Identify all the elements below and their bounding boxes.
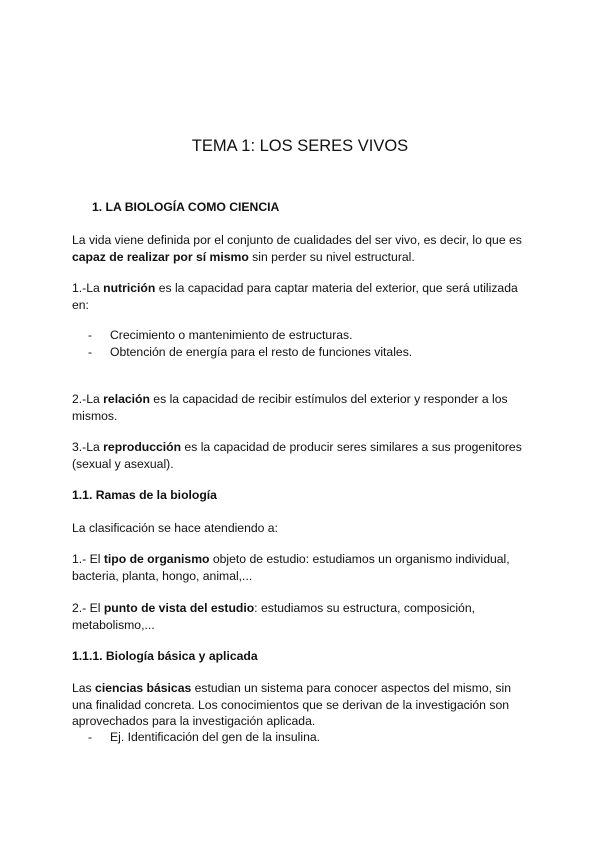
ramas-paragraph-2: 2.- El punto de vista del estudio: estudiamos su estructura, composición, metabolismo,... [72, 601, 475, 632]
relacion-paragraph: 2.-La relación es la capacidad de recibir estímulos del exterior y responder a los mismos. [72, 392, 508, 423]
list-item: - Crecimiento o mantenimiento de estructuras. [88, 327, 412, 344]
ramas-intro: La clasificación se hace atendiendo a: [72, 521, 278, 535]
reproduccion-paragraph: 3.-La reproducción es la capacidad de producir seres similares a sus progenitores (sexual y asexual). [72, 440, 522, 471]
nutricion-paragraph: 1.-La nutrición es la capacidad para captar materia del exterior, que será utilizada en: [72, 281, 518, 312]
list-item: - Obtención de energía para el resto de funciones vitales. [88, 344, 412, 361]
list-item: - Ej. Identificación del gen de la insulina. [88, 729, 320, 746]
nutricion-list [88, 327, 412, 361]
intro-paragraph: La vida viene definida por el conjunto de cualidades del ser vivo, es decir, lo que es capaz de realizar por sí mismo sin perder su nivel estructural. [72, 233, 522, 264]
section-heading: 1. LA BIOLOGÍA COMO CIENCIA [92, 200, 280, 214]
subsection-heading-ramas: 1.1. Ramas de la biología [72, 488, 217, 502]
basica-paragraph: Las ciencias básicas estudian un sistema para conocer aspectos del mismo, sin una finalidad concreta. Los conocimientos que se derivan de la investigación son aprovechados para la investigación aplicada. [72, 681, 512, 728]
subsection-heading-basica: 1.1.1. Biología básica y aplicada [72, 649, 258, 663]
basica-list [88, 729, 320, 746]
ramas-paragraph-1: 1.- El tipo de organismo objeto de estudio: estudiamos un organismo individual, bacteria, planta, hongo, animal,... [72, 552, 510, 583]
page-title: TEMA 1: LOS SERES VIVOS [191, 137, 409, 155]
